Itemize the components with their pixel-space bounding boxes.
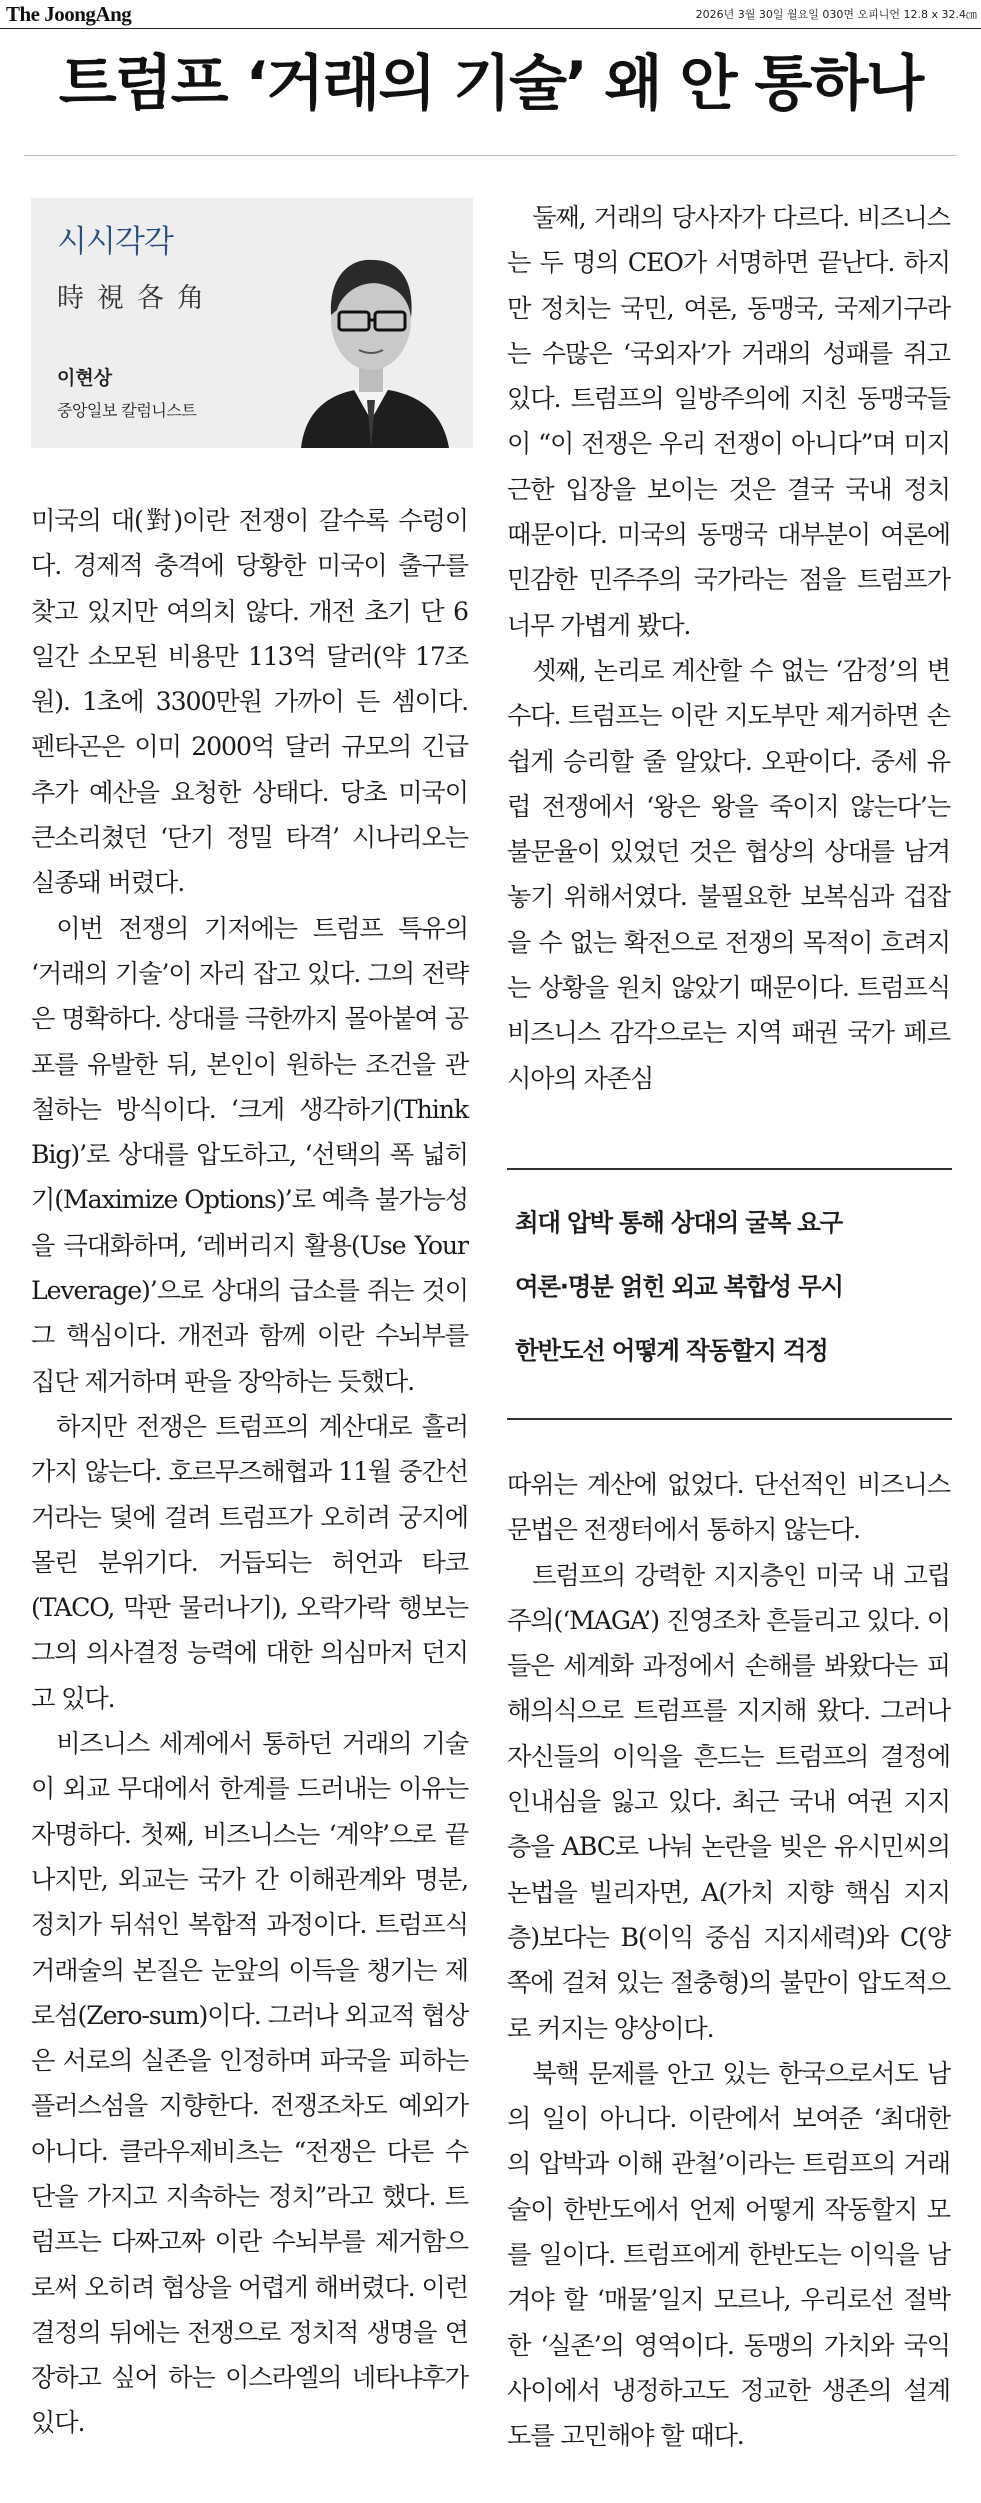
body-column-right-top <box>507 195 950 1101</box>
body-paragraph: 트럼프의 강력한 지지층인 미국 내 고립주의(‘MAGA’) 진영조차 흔들리고 있다. 이들은 세계화 과정에서 손해를 봐왔다는 피해의식으로 트럼프를 지지해 왔다. 그러나 자신들의 이익을 흔드는 트럼프의 결정에 인내심을 잃고 있다. 최근 국내 여권 지지층을 ABC로 나눠 논란을 빚은 유시민씨의 논법을 빌리자면, A(가치 지향 핵심 지지층)보다는 B(이익 중심 지지세력)와 C(양쪽에 걸쳐 있는 절충형)의 불만이 압도적으로 커지는 양상이다. <box>507 1560 950 2043</box>
pull-quote <box>507 1168 952 1420</box>
pull-quote-line: 한반도선 어떻게 작동할지 걱정 <box>515 1336 828 1365</box>
body-paragraph: 북핵 문제를 안고 있는 한국으로서도 남의 일이 아니다. 이란에서 보여준 ‘최대한의 압박과 이해 관철’이라는 트럼프의 거래술이 한반도에서 언제 어떻게 작동할지 모를 일이다. 트럼프에게 한반도는 이익을 남겨야 할 ‘매물’일지 모르나, 우리로선 절박한 ‘실존’의 영역이다. 동맹의 가치와 국익 사이에서 냉정하고도 정교한 생존의 설계도를 고민해야 할 때다. <box>507 2058 950 2451</box>
author-portrait <box>281 220 461 448</box>
newspaper-logo: The JoongAng <box>6 2 132 26</box>
pull-quote-line: 여론·명분 얽힌 외교 복합성 무시 <box>515 1272 843 1301</box>
body-paragraph: 이번 전쟁의 기저에는 트럼프 특유의 ‘거래의 기술’이 자리 잡고 있다. 그의 전략은 명확하다. 상대를 극한까지 몰아붙여 공포를 유발한 뒤, 본인이 원하는 조건을 관철하는 방식이다. ‘크게 생각하기(Think Big)’로 상대를 압도하고, ‘선택의 폭 넓히기(Maximize Options)’로 예측 불가능성을 극대화하며, ‘레버리지 활용(Use Your Leverage)’으로 상대의 급소를 쥐는 것이 그 핵심이다. 개전과 함께 이란 수뇌부를 집단 제거하며 판을 장악하는 듯했다. <box>31 913 468 1396</box>
byline-box <box>31 198 473 448</box>
body-paragraph: 둘째, 거래의 당사자가 다르다. 비즈니스는 두 명의 CEO가 서명하면 끝난다. 하지만 정치는 국민, 여론, 동맹국, 국제기구라는 수많은 ‘국외자’가 거래의 성패를 쥐고 있다. 트럼프의 일방주의에 지친 동맹국들이 “이 전쟁은 우리 전쟁이 아니다”며 미지근한 입장을 보이는 것은 결국 국내 정치 때문이다. 미국의 동맹국 대부분이 여론에 민감한 민주주의 국가라는 점을 트럼프가 너무 가볍게 봤다. <box>507 203 950 640</box>
dateline: 2026년 3월 30일 월요일 030면 오피니언 12.8 x 32.4㎝ <box>695 8 977 21</box>
column-series-hanja: 時視各角 <box>57 283 217 314</box>
author-name: 이현상 <box>57 367 113 389</box>
body-column-left <box>31 498 468 2446</box>
body-paragraph: 셋째, 논리로 계산할 수 없는 ‘감정’의 변수다. 트럼프는 이란 지도부만 제거하면 손쉽게 승리할 줄 알았다. 오판이다. 중세 유럽 전쟁에서 ‘왕은 왕을 죽이지 않는다’는 불문율이 있었던 것은 협상의 상대를 남겨놓기 위해서였다. 불필요한 보복심과 겁잡을 수 없는 확전으로 전쟁의 목적이 흐려지는 상황을 원치 않았기 때문이다. 트럼프식 비즈니스 감각으로는 지역 패권 국가 페르시아의 자존심 <box>507 655 950 1093</box>
masthead-bar <box>0 0 981 29</box>
body-paragraph: 비즈니스 세계에서 통하던 거래의 기술이 외교 무대에서 한계를 드러내는 이유는 자명하다. 첫째, 비즈니스는 ‘계약’으로 끝나지만, 외교는 국가 간 이해관계와 명분, 정치가 뒤섞인 복합적 과정이다. 트럼프식 거래술의 본질은 눈앞의 이득을 챙기는 제로섬(Zero-sum)이다. 그러나 외교적 협상은 서로의 실존을 인정하며 파국을 피하는 플러스섬을 지향한다. 전쟁조차도 예외가 아니다. 클라우제비츠는 “전쟁은 다른 수단을 가지고 지속하는 정치”라고 했다. 트럼프는 다짜고짜 이란 수뇌부를 제거함으로써 오히려 협상을 어렵게 해버렸다. 이런 결정의 뒤에는 전쟁으로 정치적 생명을 연장하고 싶어 하는 이스라엘의 네타냐후가 있다. <box>31 1729 468 2438</box>
pull-quote-line: 최대 압박 통해 상대의 굴복 요구 <box>515 1208 842 1237</box>
column-series-title: 시시각각 <box>57 224 173 260</box>
author-title: 중앙일보 칼럼니스트 <box>57 401 197 420</box>
headline: 트럼프 ‘거래의 기술’ 왜 안 통하나 <box>58 49 923 119</box>
body-paragraph: 따위는 계산에 없었다. 단선적인 비즈니스 문법은 전쟁터에서 통하지 않는다. <box>507 1470 950 1545</box>
body-paragraph: 미국의 대(對)이란 전쟁이 갈수록 수렁이다. 경제적 충격에 당황한 미국이 출구를 찾고 있지만 여의치 않다. 개전 초기 단 6일간 소모된 비용만 113억 달러(약 17조원). 1초에 3300만원 가까이 든 셈이다. 펜타곤은 이미 2000억 달러 규모의 긴급 추가 예산을 요청한 상태다. 당초 미국이 큰소리쳤던 ‘단기 정밀 타격’ 시나리오는 실종돼 버렸다. <box>31 506 468 898</box>
body-paragraph: 하지만 전쟁은 트럼프의 계산대로 흘러가지 않는다. 호르무즈해협과 11월 중간선거라는 덫에 걸려 트럼프가 오히려 궁지에 몰린 분위기다. 거듭되는 허언과 타코(TACO, 막판 물러나기), 오락가락 행보는 그의 의사결정 능력에 대한 의심마저 던지고 있다. <box>31 1411 468 1713</box>
headline-divider <box>24 155 957 156</box>
body-column-right-bottom <box>507 1462 950 2459</box>
